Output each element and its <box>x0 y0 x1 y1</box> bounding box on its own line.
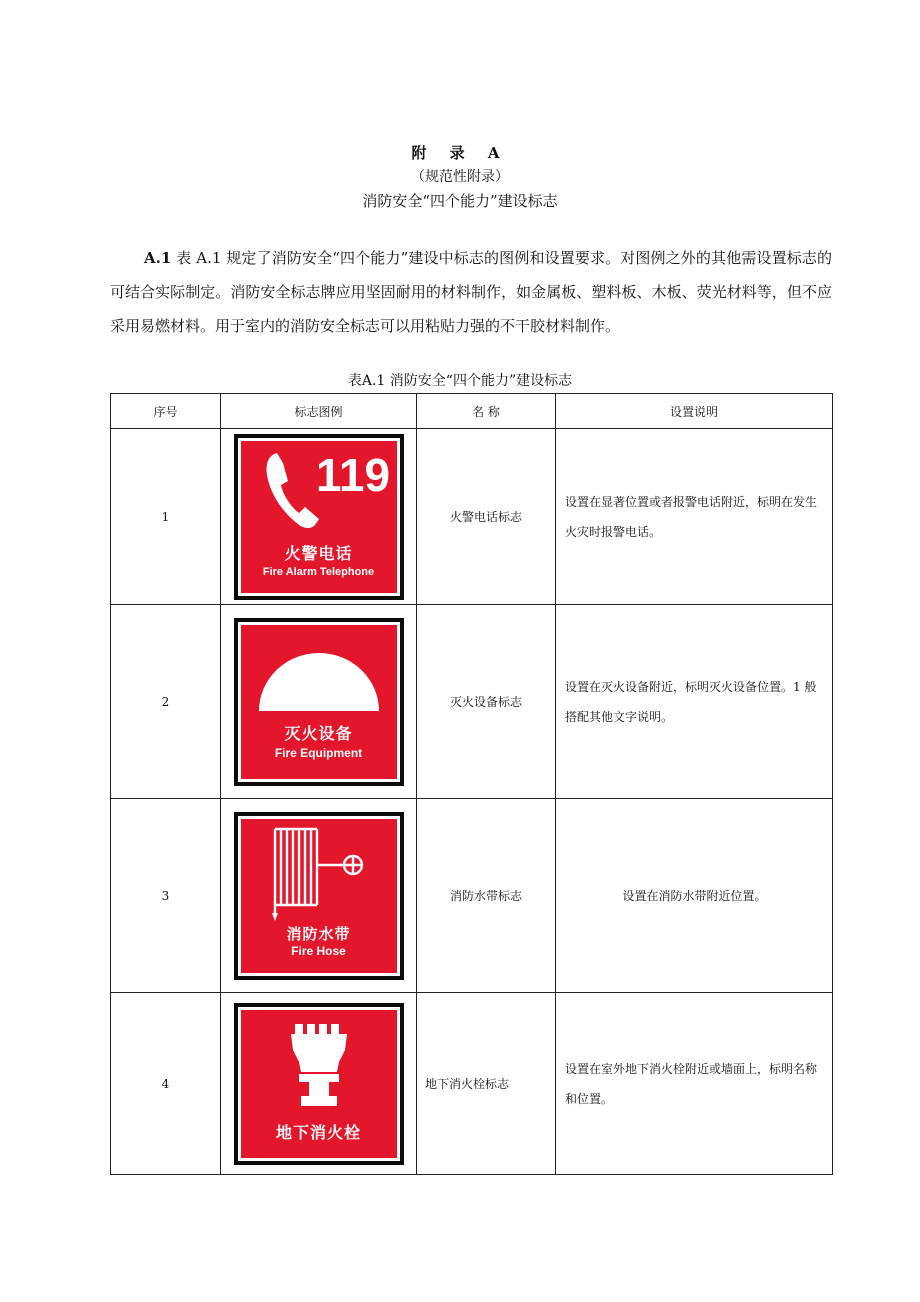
header-name: 名 称 <box>417 394 556 429</box>
sign-frame <box>234 434 404 600</box>
sign-name: 消防水带标志 <box>417 799 556 993</box>
row-number: 4 <box>111 993 221 1175</box>
sign-en-label: Fire Equipment <box>274 745 363 760</box>
table-caption: 表A.1 消防安全“四个能力”建设标志 <box>347 373 573 389</box>
appendix-name: 消防安全“四个能力”建设标志 <box>362 192 558 210</box>
fire-telephone-icon <box>241 441 397 541</box>
table-header-row <box>111 394 833 429</box>
table-row <box>111 429 833 605</box>
sign-frame <box>234 812 404 980</box>
header-desc: 设置说明 <box>556 394 833 429</box>
clause-number: A.1 <box>144 249 172 267</box>
sign-en-label: Fire Hose <box>291 943 346 958</box>
appendix-subtitle: （规范性附录） <box>411 169 509 185</box>
sign-cell <box>221 799 417 993</box>
fire-hose-sign <box>238 816 400 976</box>
header-sign: 标志图例 <box>221 394 417 429</box>
sign-name: 地下消火栓标志 <box>417 993 556 1175</box>
fire-hose-reel-icon <box>241 819 397 923</box>
underground-hydrant-icon <box>241 1010 397 1114</box>
sign-number: 119 <box>315 448 390 501</box>
sign-cn-label: 火警电话 <box>284 543 353 563</box>
fire-alarm-telephone-sign <box>238 438 400 596</box>
sign-en-label: Fire Alarm Telephone <box>262 565 375 578</box>
sign-description: 设置在灭火设备附近，标明灭火设备位置。1 般搭配其他文字说明。 <box>556 605 833 799</box>
appendix-title: 附 录 A <box>411 144 509 162</box>
sign-description: 设置在室外地下消火栓附近或墙面上，标明名称和位置。 <box>556 993 833 1175</box>
header-num: 序号 <box>111 394 221 429</box>
clause-text: 表 A.1 规定了消防安全“四个能力”建设中标志的图例和设置要求。对图例之外的其他需设置标志的可结合实际制定。消防安全标志牌应用坚固耐用的材料制作，如金属板、塑料板、木板、荧光材料等，但不应采用易燃材料。用于室内的消防安全标志可以用粘贴力强的不干胶材料制作。 <box>110 249 832 335</box>
sign-cn-label: 灭火设备 <box>284 723 353 743</box>
sign-name: 火警电话标志 <box>417 429 556 605</box>
sign-frame <box>234 618 404 786</box>
table-row <box>111 605 833 799</box>
row-number: 2 <box>111 605 221 799</box>
fire-equipment-sign <box>238 622 400 782</box>
signs-table <box>110 393 833 1175</box>
fire-equipment-dome-icon <box>241 625 397 721</box>
underground-hydrant-sign <box>238 1007 400 1161</box>
table-row <box>111 799 833 993</box>
sign-description: 设置在显著位置或者报警电话附近，标明在发生火灾时报警电话。 <box>556 429 833 605</box>
sign-cn-label: 消防水带 <box>286 924 351 943</box>
row-number: 1 <box>111 429 221 605</box>
intro-paragraph <box>110 241 832 343</box>
sign-cell <box>221 993 417 1175</box>
row-number: 3 <box>111 799 221 993</box>
sign-cell <box>221 605 417 799</box>
table-row <box>111 993 833 1175</box>
sign-name: 灭火设备标志 <box>417 605 556 799</box>
sign-cn-label: 地下消火栓 <box>275 1122 361 1142</box>
sign-description: 设置在消防水带附近位置。 <box>556 799 833 993</box>
sign-cell <box>221 429 417 605</box>
sign-frame <box>234 1003 404 1165</box>
